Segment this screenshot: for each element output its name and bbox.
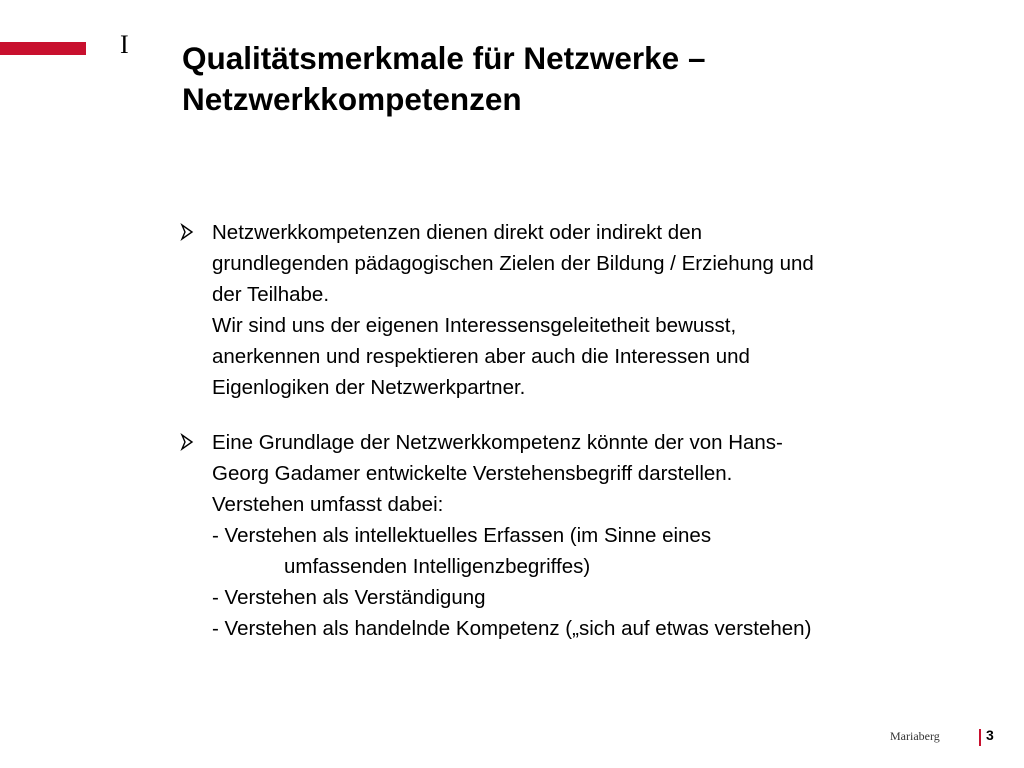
bullet-text-line: Georg Gadamer entwickelte Verstehensbegriff darstellen. (212, 462, 733, 485)
bullet-list (180, 217, 980, 644)
bullet-text-line: Wir sind uns der eigenen Interessensgeleitetheit bewusst, (212, 314, 737, 337)
bullet-text-line: umfassenden Intelligenzbegriffes) (284, 555, 591, 578)
page-number: 3 (986, 727, 994, 743)
slide-title (182, 38, 982, 120)
bullet-text-line: - Verstehen als Verständigung (212, 586, 486, 609)
footer-separator (979, 729, 981, 746)
bullet-text-line: Eigenlogiken der Netzwerkpartner. (212, 376, 526, 399)
bullet-text-line: Verstehen umfasst dabei: (212, 493, 444, 516)
title-line: Netzwerkkompetenzen (182, 81, 522, 117)
arrowhead-bullet-icon (180, 432, 196, 452)
title-line: Qualitätsmerkmale für Netzwerke – (182, 40, 706, 76)
bullet-text-line: - Verstehen als handelnde Kompetenz („sich auf etwas verstehen) (212, 617, 812, 640)
bullet-text-line: der Teilhabe. (212, 283, 330, 306)
arrowhead-bullet-icon (180, 222, 196, 242)
bullet-text-line: grundlegenden pädagogischen Zielen der Bildung / Erziehung und (212, 252, 814, 275)
bullet-text-line: Netzwerkkompetenzen dienen direkt oder indirekt den (212, 221, 702, 244)
bullet-text-line: Eine Grundlage der Netzwerkkompetenz könnte der von Hans- (212, 431, 783, 454)
text-cursor-icon: I (120, 30, 129, 59)
accent-bar (0, 42, 86, 55)
bullet-item (180, 217, 980, 403)
bullet-text-line: - Verstehen als intellektuelles Erfassen (im Sinne eines (212, 524, 712, 547)
footer-brand-logo: Mariaberg (890, 729, 940, 743)
bullet-item (180, 427, 980, 644)
bullet-text-line: anerkennen und respektieren aber auch die Interessen und (212, 345, 750, 368)
